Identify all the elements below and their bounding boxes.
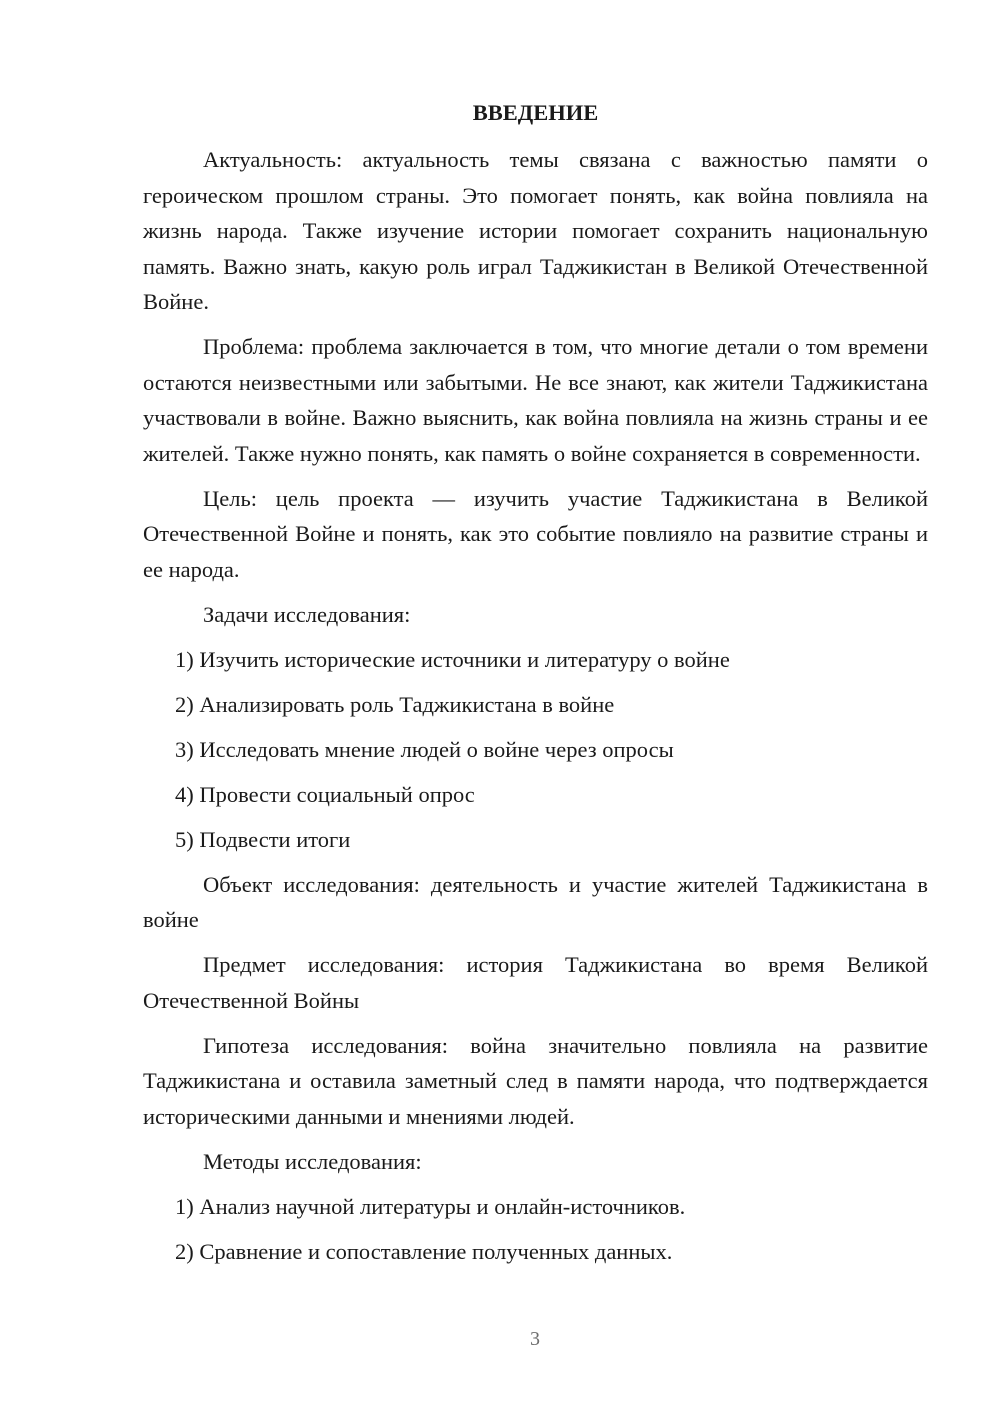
page-content	[143, 97, 928, 1279]
object-paragraph: Объект исследования: деятельность и участие жителей Таджикистана в войне	[143, 871, 928, 932]
problem-paragraph: Проблема: проблема заключается в том, что многие детали о том времени остаются неизвестными или забытыми. Не все знают, как жители Таджикистана участвовали в войне. Важно выяснить, как война повлияла на жизнь страны и ее жителей. Также нужно понять, как память о войне сохраняется в современности.	[143, 334, 928, 466]
section-title: ВВЕДЕНИЕ	[472, 100, 599, 125]
task-item: 3) Исследовать мнение людей о войне через опросы	[175, 736, 674, 762]
methods-list	[143, 1189, 928, 1270]
hypothesis-paragraph: Гипотеза исследования: война значительно повлияла на развитие Таджикистана и оставила заметный след в памяти народа, что подтверждается историческими данными и мнениями людей.	[143, 1032, 928, 1129]
methods-heading: Методы исследования:	[203, 1148, 422, 1174]
goal-paragraph: Цель: цель проекта — изучить участие Таджикистана в Великой Отечественной Войне и понять, как это событие повлияло на развитие страны и ее народа.	[143, 485, 928, 582]
tasks-list	[143, 642, 928, 858]
task-item: 5) Подвести итоги	[175, 826, 351, 852]
relevance-paragraph: Актуальность: актуальность темы связана с важностью памяти о героическом прошлом страны. Это помогает понять, как война повлияла на жизнь народа. Также изучение истории помогает сохранить национальную память. Важно знать, какую роль играл Таджикистан в Великой Отечественной Войне.	[143, 147, 928, 314]
task-item: 2) Анализировать роль Таджикистана в войне	[175, 691, 615, 717]
method-item: 1) Анализ научной литературы и онлайн-источников.	[175, 1193, 686, 1219]
method-item: 2) Сравнение и сопоставление полученных данных.	[175, 1238, 673, 1264]
tasks-heading: Задачи исследования:	[203, 601, 411, 627]
page-number: 3	[530, 1328, 540, 1350]
subject-paragraph: Предмет исследования: история Таджикистана во время Великой Отечественной Войны	[143, 952, 928, 1013]
task-item: 4) Провести социальный опрос	[175, 781, 475, 807]
task-item: 1) Изучить исторические источники и литературу о войне	[175, 646, 730, 672]
